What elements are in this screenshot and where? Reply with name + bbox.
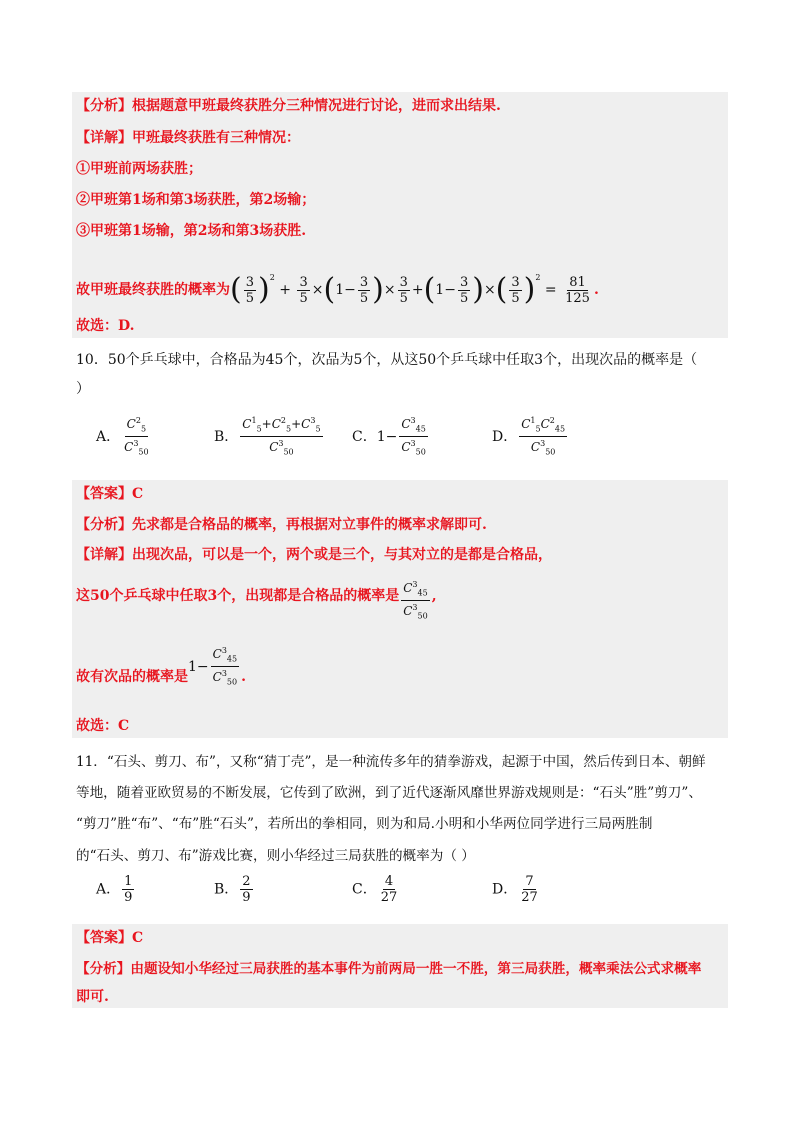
q11-option-d-value: $\frac{7}{27}$ [521, 874, 538, 905]
q10-stem-line1: 10．50个乒乓球中，合格品为45个，次品为5个，从这50个乒乓球中任取3个，出现次品的概率是（ [76, 352, 698, 368]
q11-option-c[interactable] [352, 874, 401, 905]
q11-option-d[interactable] [492, 874, 542, 905]
q9-prob-prefix: 故甲班最终获胜的概率为 [76, 282, 230, 298]
q11-analysis-line2: 即可. [76, 989, 109, 1005]
q11-option-c-value: $\frac{4}{27}$ [380, 874, 398, 905]
q10-option-a[interactable] [96, 414, 153, 460]
q10-option-d-label: D． [492, 428, 518, 445]
q10-all-good-line: 这50个乒乓球中任取3个，出现都是合格品的概率是 $\frac{C^3_{45}}{C^3_{50}}$ , [76, 576, 437, 624]
q9-case2: ②甲班第1场和第3场获胜，第2场输； [76, 192, 316, 208]
q10-answer: 【答案】C [76, 486, 144, 502]
q11-option-a-label: A． [96, 881, 121, 898]
q11-stem-line4: 的“石头、剪刀、布”游戏比赛，则小华经过三局获胜的概率为（ ） [76, 848, 475, 864]
q10-defect-line: 故有次品的概率是1− $\frac{C^3_{45}}{C^3_{50}}$ . [76, 646, 246, 687]
q9-case3: ③甲班第1场输，第2场和第3场获胜. [76, 223, 307, 239]
q9-prob-formula: ( $\frac{3}{5}$ )$^2$ + $\frac{3}{5}$ ×(1− $\frac{3}{5}$ )× $\frac{3}{5}$ +(1− $\frac{3}{5}$ )×( $\frac{3}{5}$ )$^2$ = $\frac{81}{125}$ [230, 272, 590, 307]
q10-option-a-label: A． [96, 428, 121, 445]
q10-analysis: 【分析】先求都是合格品的概率，再根据对立事件的概率求解即可. [76, 517, 487, 533]
q9-detail: 【详解】甲班最终获胜有三种情况： [76, 130, 300, 146]
q11-analysis-line1: 【分析】由题设知小华经过三局获胜的基本事件为前两局一胜一不胜，第三局获胜，概率乘法公式求概率 [76, 961, 702, 977]
q10-option-b-formula: $\frac{C^1_5+C^2_5+C^3_5}{C^3_{50}}$ [242, 416, 321, 457]
q9-solution-block [72, 92, 728, 338]
q11-option-a[interactable] [96, 874, 136, 905]
q11-solution-block [72, 924, 728, 1008]
q10-stem-line2: ） [76, 381, 90, 397]
q10-option-d[interactable] [492, 414, 569, 460]
q10-option-b[interactable] [214, 414, 325, 460]
q9-probability-line: 故甲班最终获胜的概率为( $\frac{3}{5}$ )$^2$ + $\frac{3}{5}$ ×(1− $\frac{3}{5}$ )× $\frac{3}{5}$ +(1− $\frac{3}{5}$ )×( $\frac{3}{5}$ )$^2$ = $\frac{81}{125}$ . [76, 272, 599, 307]
q10-detail: 【详解】出现次品，可以是一个，两个或是三个，与其对立的是都是合格品， [76, 547, 552, 563]
q11-option-d-label: D． [492, 881, 518, 898]
q10-solution-block [72, 480, 728, 738]
q11-stem-line2: 等地，随着亚欧贸易的不断发展，它传到了欧洲，到了近代逐渐风靡世界游戏规则是：“石头”胜”剪刀”、 [76, 785, 702, 801]
q9-choice: 故选：D. [76, 318, 135, 334]
q11-option-b[interactable] [214, 874, 255, 905]
q11-answer: 【答案】C [76, 930, 144, 946]
q11-stem-line1: 11．“石头、剪刀、布”，又称“猜丁壳”，是一种流传多年的猜拳游戏，起源于中国，然后传到日本、朝鲜 [76, 754, 706, 770]
q9-case1: ①甲班前两场获胜； [76, 161, 202, 177]
q10-option-d-formula: $\frac{C^1_5C^2_{45}}{C^3_{50}}$ [521, 416, 566, 457]
q11-option-a-value: $\frac{1}{9}$ [124, 874, 133, 905]
q10-option-b-label: B． [214, 428, 239, 445]
q10-choice: 故选：C [76, 718, 130, 734]
q9-analysis: 【分析】根据题意甲班最终获胜分三种情况进行讨论，进而求出结果. [76, 98, 501, 114]
q9-result-den: 125 [565, 290, 590, 306]
q11-option-c-label: C． [352, 881, 377, 898]
q11-option-b-label: B． [214, 881, 239, 898]
q9-result-num: 81 [569, 274, 586, 290]
q10-option-c-label: C． [352, 428, 377, 445]
q10-all-good-formula: $\frac{C^3_{45}}{C^3_{50}}$ [403, 580, 428, 621]
q10-defect-formula: 1− $\frac{C^3_{45}}{C^3_{50}}$ [188, 646, 238, 687]
q10-option-c[interactable] [352, 414, 430, 460]
q11-option-b-value: $\frac{2}{9}$ [242, 874, 251, 905]
q10-option-a-formula: $\frac{C^2_5}{C^3_{50}}$ [124, 416, 149, 457]
q10-all-good-text: 这50个乒乓球中任取3个，出现都是合格品的概率是 [76, 588, 400, 604]
q10-option-c-formula: 1− $\frac{C^3_{45}}{C^3_{50}}$ [376, 416, 426, 457]
q11-stem-line3: “剪刀”胜“布”、“布”胜“石头”，若所出的拳相同，则为和局.小明和小华两位同学进行三局两胜制 [76, 816, 653, 832]
q10-defect-text: 故有次品的概率是 [76, 668, 188, 685]
